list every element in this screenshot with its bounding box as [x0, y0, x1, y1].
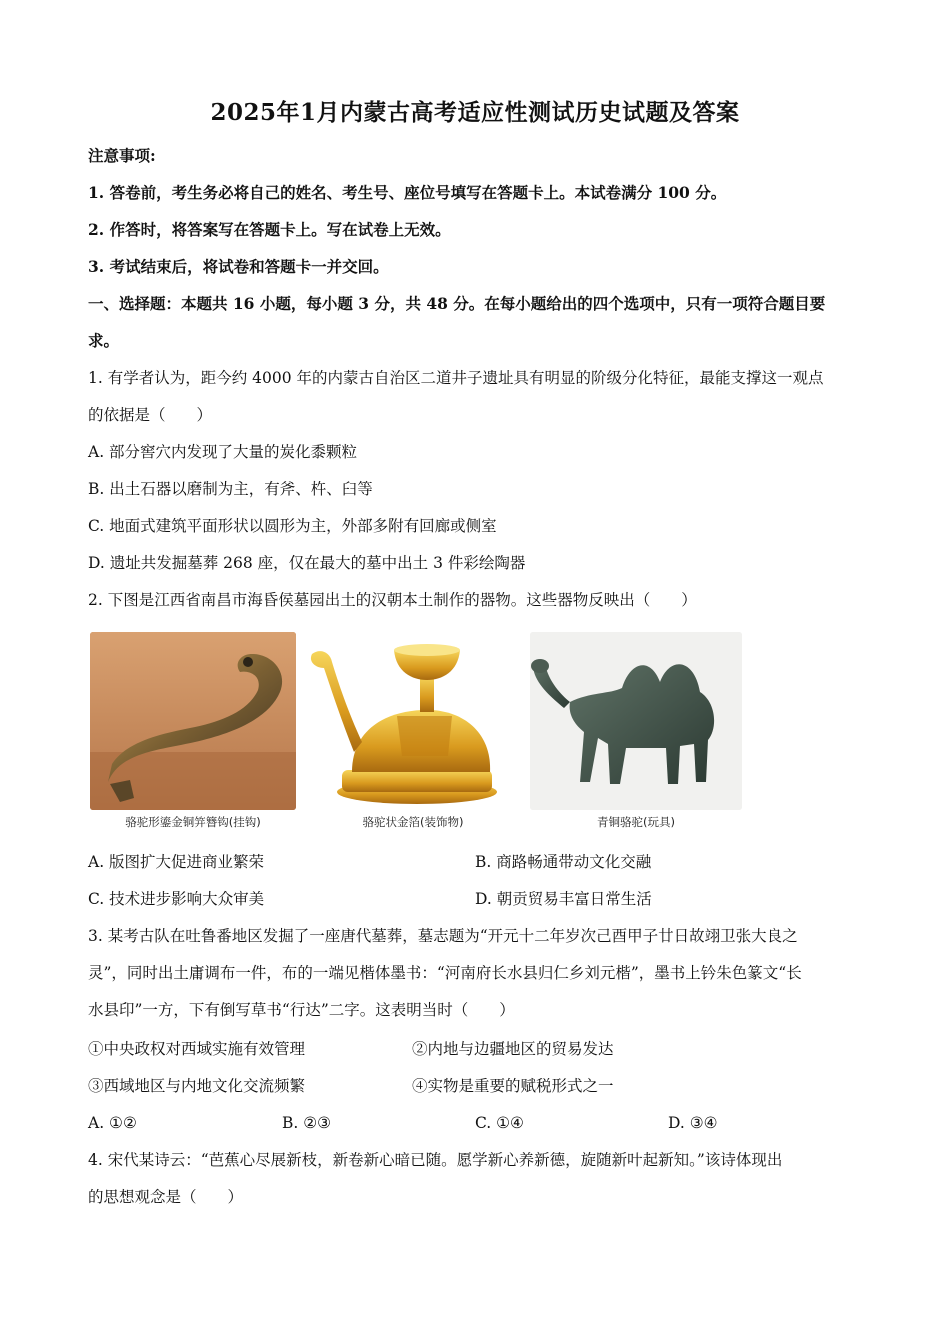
q3-stem-line2: 灵”，同时出土庸调布一件，布的一端见楷体墨书：“河南府长水县归仁乡刘元楷”，墨书上钤朱色篆文“长 — [88, 964, 802, 982]
q3-statement-2: ②内地与边疆地区的贸易发达 — [412, 1040, 614, 1058]
page-title: 2025年1月内蒙古高考适应性测试历史试题及答案 — [210, 99, 740, 126]
q2-option-a: A. 版图扩大促进商业繁荣 — [88, 853, 265, 871]
q2-option-b: B. 商路畅通带动文化交融 — [475, 853, 652, 871]
notice-heading: 注意事项: — [88, 146, 156, 165]
q4-stem-line2: 的思想观念是（ ） — [88, 1188, 244, 1206]
figure-caption-3: 青铜骆驼(玩具) — [597, 815, 675, 829]
figure-gilt-hook — [90, 632, 296, 810]
q2-stem: 2. 下图是江西省南昌市海昏侯墓园出土的汉朝本土制作的器物。这些器物反映出（ ） — [88, 591, 697, 609]
q3-option-d: D. ③④ — [668, 1114, 718, 1132]
q2-option-c: C. 技术进步影响大众审美 — [88, 890, 265, 908]
notice-item-1: 1. 答卷前，考生务必将自己的姓名、考生号、座位号填写在答题卡上。本试卷满分 100 分。 — [88, 183, 727, 202]
q1-option-a: A. 部分窖穴内发现了大量的炭化黍颗粒 — [88, 443, 358, 461]
q2-option-d: D. 朝贡贸易丰富日常生活 — [475, 890, 652, 908]
q1-stem-line2: 的依据是（ ） — [88, 406, 213, 424]
q3-option-a: A. ①② — [88, 1114, 137, 1132]
section-heading-line2: 求。 — [88, 331, 120, 350]
figure-caption-1: 骆驼形鎏金铜笄簪钩(挂钩) — [125, 815, 261, 829]
q3-option-b: B. ②③ — [282, 1114, 332, 1132]
q3-statement-4: ④实物是重要的赋税形式之一 — [412, 1077, 614, 1095]
q3-stem-line1: 3. 某考古队在吐鲁番地区发掘了一座唐代墓葬，墓志题为“开元十二年岁次己酉甲子廿日故翊卫张大良之 — [88, 927, 798, 945]
notice-item-2: 2. 作答时，将答案写在答题卡上。写在试卷上无效。 — [88, 220, 451, 239]
q1-stem-line1: 1. 有学者认为，距今约 4000 年的内蒙古自治区二道井子遗址具有明显的阶级分化特征，最能支撑这一观点 — [88, 369, 824, 387]
q3-statement-1: ①中央政权对西域实施有效管理 — [88, 1040, 306, 1058]
figure-gold-camel — [302, 632, 524, 810]
q4-stem-line1: 4. 宋代某诗云：“芭蕉心尽展新枝，新卷新心暗已随。愿学新心养新德，旋随新叶起新知。”该诗体现出 — [88, 1151, 783, 1169]
q1-option-c: C. 地面式建筑平面形状以圆形为主，外部多附有回廊或侧室 — [88, 517, 497, 535]
q3-option-c: C. ①④ — [475, 1114, 524, 1132]
figure-caption-2: 骆驼状金箔(装饰物) — [362, 815, 464, 829]
q3-stem-line3: 水县印”一方，下有倒写草书“行达”二字。这表明当时（ ） — [88, 1001, 515, 1019]
q3-statement-3: ③西域地区与内地文化交流频繁 — [88, 1077, 306, 1095]
section-heading-line1: 一、选择题：本题共 16 小题，每小题 3 分，共 48 分。在每小题给出的四个选项中，只有一项符合题目要 — [88, 294, 826, 313]
notice-item-3: 3. 考试结束后，将试卷和答题卡一并交回。 — [88, 257, 389, 276]
q1-option-d: D. 遗址共发掘墓葬 268 座，仅在最大的墓中出土 3 件彩绘陶器 — [88, 554, 526, 572]
figure-bronze-camel — [530, 632, 742, 810]
q1-option-b: B. 出土石器以磨制为主，有斧、杵、臼等 — [88, 480, 373, 498]
